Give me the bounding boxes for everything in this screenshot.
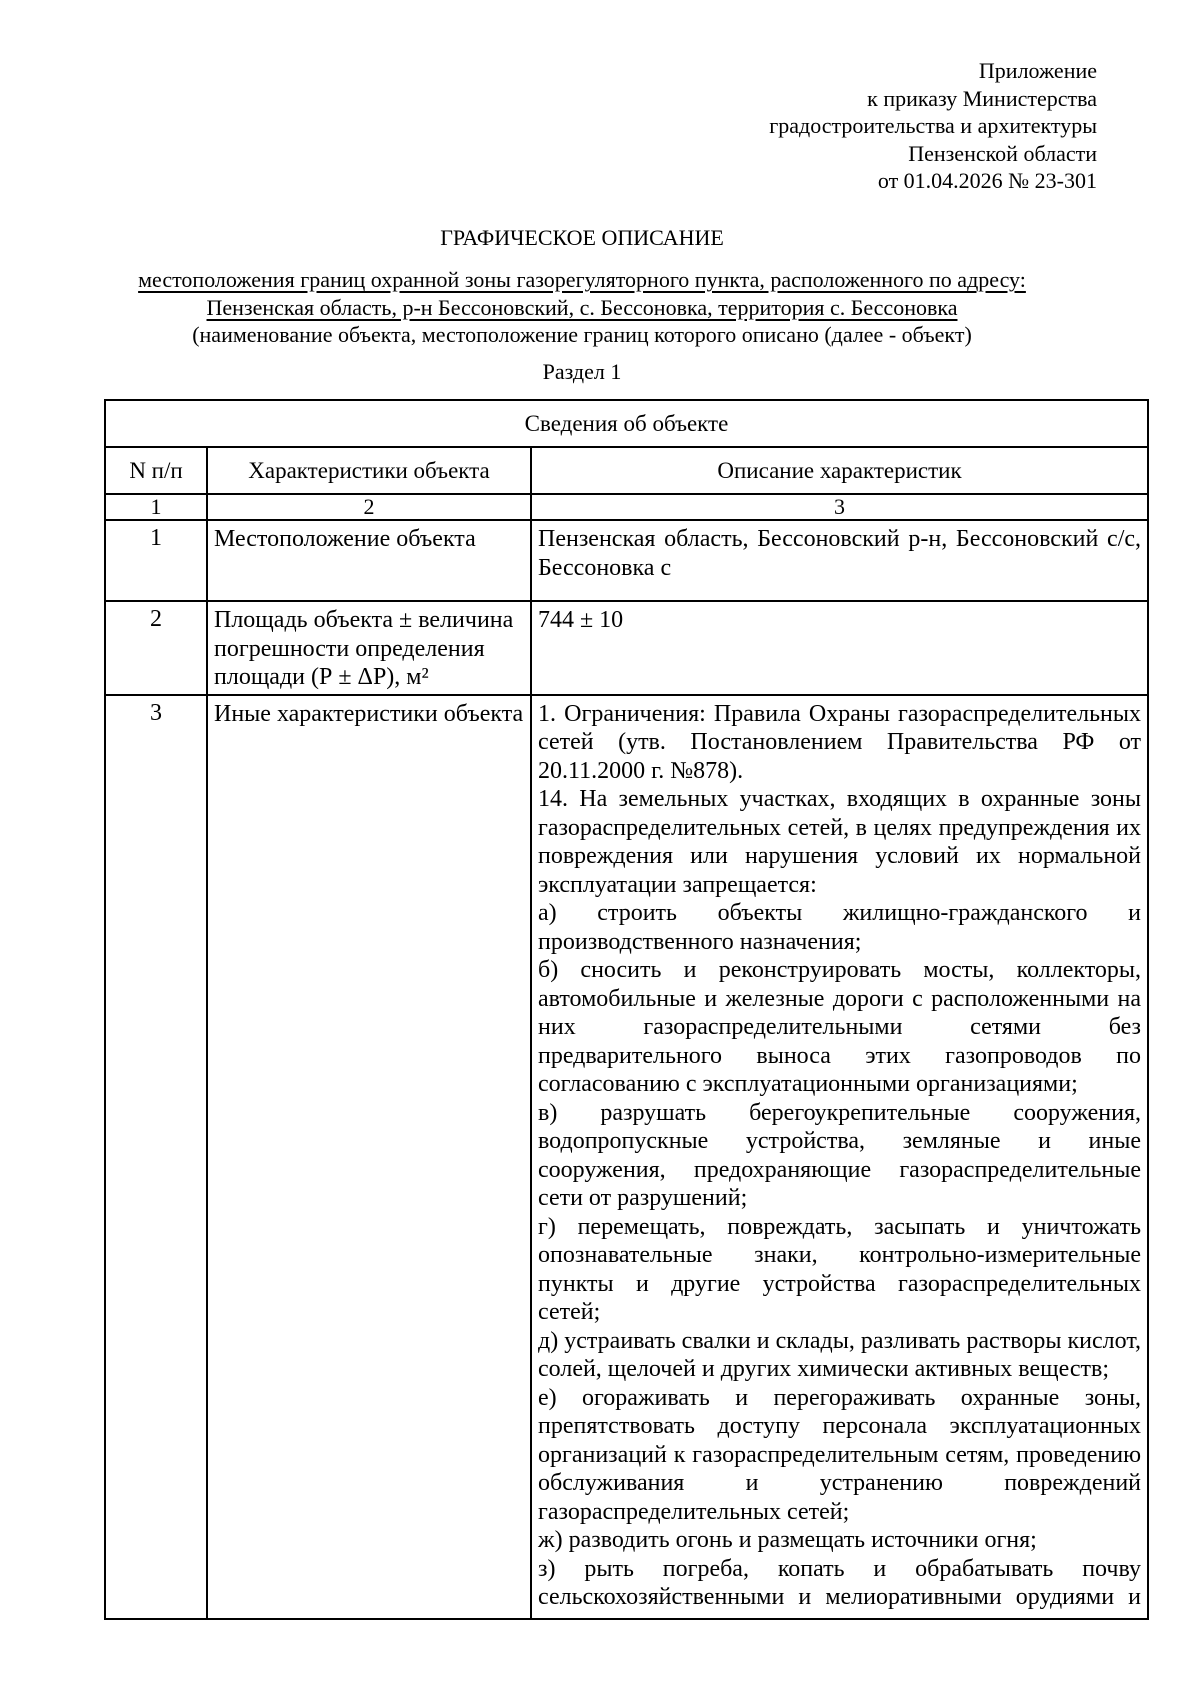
table-caption-row (105, 400, 1148, 447)
description-paragraph: а) строить объекты жилищно-гражданского и производственного назначения; (538, 900, 1142, 955)
description-paragraph: б) сносить и реконструировать мосты, коллекторы, автомобильные и железные дороги с расположенными на них газораспределительными сетями без предварительного выноса этих газопроводов по согласованию с эксплуатационными организациями; (538, 957, 1142, 1097)
approval-reference-line: градостроительства и архитектуры (769, 113, 1097, 138)
row-number: 1 (105, 520, 207, 601)
column-number: 1 (105, 494, 207, 520)
description-paragraph: 1. Ограничения: Правила Охраны газораспределительных сетей (утв. Постановлением Правительства РФ от 20.11.2000 г. №878). (538, 700, 1142, 784)
document-subtitle (84, 266, 1080, 349)
row-description (531, 695, 1148, 1619)
object-info-table (104, 399, 1149, 1620)
approval-reference-line: к приказу Министерства (867, 85, 1097, 111)
description-paragraph: ж) разводить огонь и размещать источники огня; (538, 1527, 1037, 1553)
description-paragraph: з) рыть погреба, копать и обрабатывать почву сельскохозяйственными и мелиоративными орудиями и (538, 1555, 1142, 1610)
row-description (531, 520, 1148, 601)
description-paragraph: д) устраивать свалки и склады, разливать растворы кислот, солей, щелочей и других химически активных веществ; (538, 1327, 1142, 1382)
approval-reference (769, 57, 1097, 195)
subtitle-underlined-text: Пензенская область, р-н Бессоновский, с. Бессоновка, территория с. Бессоновка (206, 294, 958, 320)
description-paragraph: г) перемещать, повреждать, засыпать и уничтожать опознавательные знаки, контрольно-измерительные пункты и другие устройства газораспределительных сетей; (538, 1213, 1142, 1325)
approval-reference-line: Пензенской области (908, 140, 1097, 166)
subtitle-line-address (84, 294, 1080, 322)
table-header-row (105, 447, 1148, 494)
row-characteristic: Иные характеристики объекта (207, 695, 531, 1619)
table-row (105, 520, 1148, 601)
row-characteristic: Площадь объекта ± величина погрешности определения площади (Р ± ΔР), м² (207, 601, 531, 695)
approval-reference-line: от 01.04.2026 № 23-301 (877, 168, 1097, 193)
column-number: 2 (207, 494, 531, 520)
subtitle-line-address-intro (84, 266, 1080, 294)
approval-reference-line: Приложение (978, 58, 1097, 83)
column-number-row (105, 494, 1148, 520)
subtitle-note: (наименование объекта, местоположение границ которого описано (далее - объект) (192, 322, 972, 347)
description-paragraph: 744 ± 10 (538, 607, 624, 633)
description-paragraph: 14. На земельных участках, входящих в охранные зоны газораспределительных сетей, в целях предупреждения их повреждения или нарушения условий их нормальной эксплуатации запрещается: (538, 786, 1142, 898)
column-header-num: N п/п (105, 447, 207, 494)
document-title: ГРАФИЧЕСКОЕ ОПИСАНИЕ (440, 225, 724, 250)
row-number: 3 (105, 695, 207, 1619)
column-header-characteristic: Характеристики объекта (207, 447, 531, 494)
table-row (105, 695, 1148, 1619)
description-paragraph: в) разрушать берегоукрепительные сооружения, водопропускные устройства, земляные и иные сооружения, предохраняющие газораспределительные сети от разрушений; (538, 1099, 1142, 1211)
row-description (531, 601, 1148, 695)
description-paragraph: е) огораживать и перегораживать охранные зоны, препятствовать доступу персонала эксплуатационных организаций к газораспределительным сетям, проведению обслуживания и устранению повреждений газораспределительных сетей; (538, 1384, 1142, 1525)
row-characteristic: Местоположение объекта (207, 520, 531, 601)
description-paragraph: Пензенская область, Бессоновский р-н, Бессоновский с/с, Бессоновка с (538, 526, 1142, 581)
column-number: 3 (531, 494, 1148, 520)
column-header-description: Описание характеристик (531, 447, 1148, 494)
section-label: Раздел 1 (542, 359, 622, 384)
table-caption: Сведения об объекте (105, 400, 1148, 447)
table-row (105, 601, 1148, 695)
subtitle-underlined-text: местоположения границ охранной зоны газорегуляторного пункта, расположенного по адресу: (138, 267, 1026, 292)
row-number: 2 (105, 601, 207, 695)
